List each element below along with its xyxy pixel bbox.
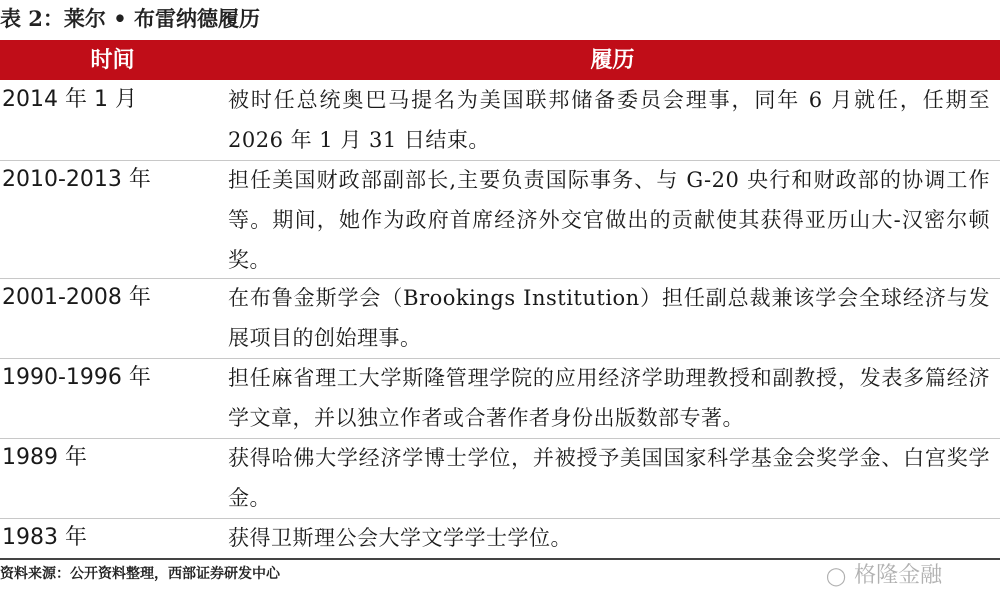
row-period: 1990-1996 年: [2, 365, 151, 390]
table-caption: 表 2：莱尔 • 布雷纳德履历: [0, 6, 260, 31]
table-row: [0, 438, 1000, 519]
row-period: 2014 年 1 月: [2, 87, 137, 112]
wechat-icon: ◯: [826, 566, 847, 587]
table-row: [0, 278, 1000, 359]
header-time: 时间: [90, 47, 135, 73]
row-period: 1989 年: [2, 445, 87, 470]
row-description: 担任美国财政部副部长,主要负责国际事务、与 G-20 央行和财政部的协调工作等。期间，她作为政府首席经济外交官做出的贡献使其获得亚历山大-汉密尔顿奖。: [228, 168, 990, 272]
row-description: 获得哈佛大学经济学博士学位，并被授予美国国家科学基金会奖学金、白宫奖学金。: [228, 446, 990, 510]
row-period: 2010-2013 年: [2, 167, 151, 192]
table-row: [0, 160, 1000, 279]
table-row: [0, 518, 1000, 558]
table-row: [0, 80, 1000, 161]
header-resume: 履历: [590, 47, 635, 73]
watermark: [826, 564, 942, 589]
row-description: 获得卫斯理公会大学文学学士学位。: [228, 526, 572, 550]
row-description: 被时任总统奥巴马提名为美国联邦储备委员会理事，同年 6 月就任，任期至 2026 年 1 月 31 日结束。: [228, 88, 990, 152]
row-description: 担任麻省理工大学斯隆管理学院的应用经济学助理教授和副教授，发表多篇经济学文章，并以独立作者或合著作者身份出版数部专著。: [228, 366, 990, 430]
row-period: 2001-2008 年: [2, 285, 151, 310]
table-header: [0, 40, 1000, 80]
table-row: [0, 358, 1000, 439]
table-bottom-rule: [0, 558, 1000, 560]
source-note: 资料来源：公开资料整理，西部证券研发中心: [0, 566, 280, 582]
watermark-text: 格隆金融: [854, 563, 943, 588]
row-period: 1983 年: [2, 525, 87, 550]
row-description: 在布鲁金斯学会（Brookings Institution）担任副总裁兼该学会全球经济与发展项目的创始理事。: [228, 286, 990, 350]
